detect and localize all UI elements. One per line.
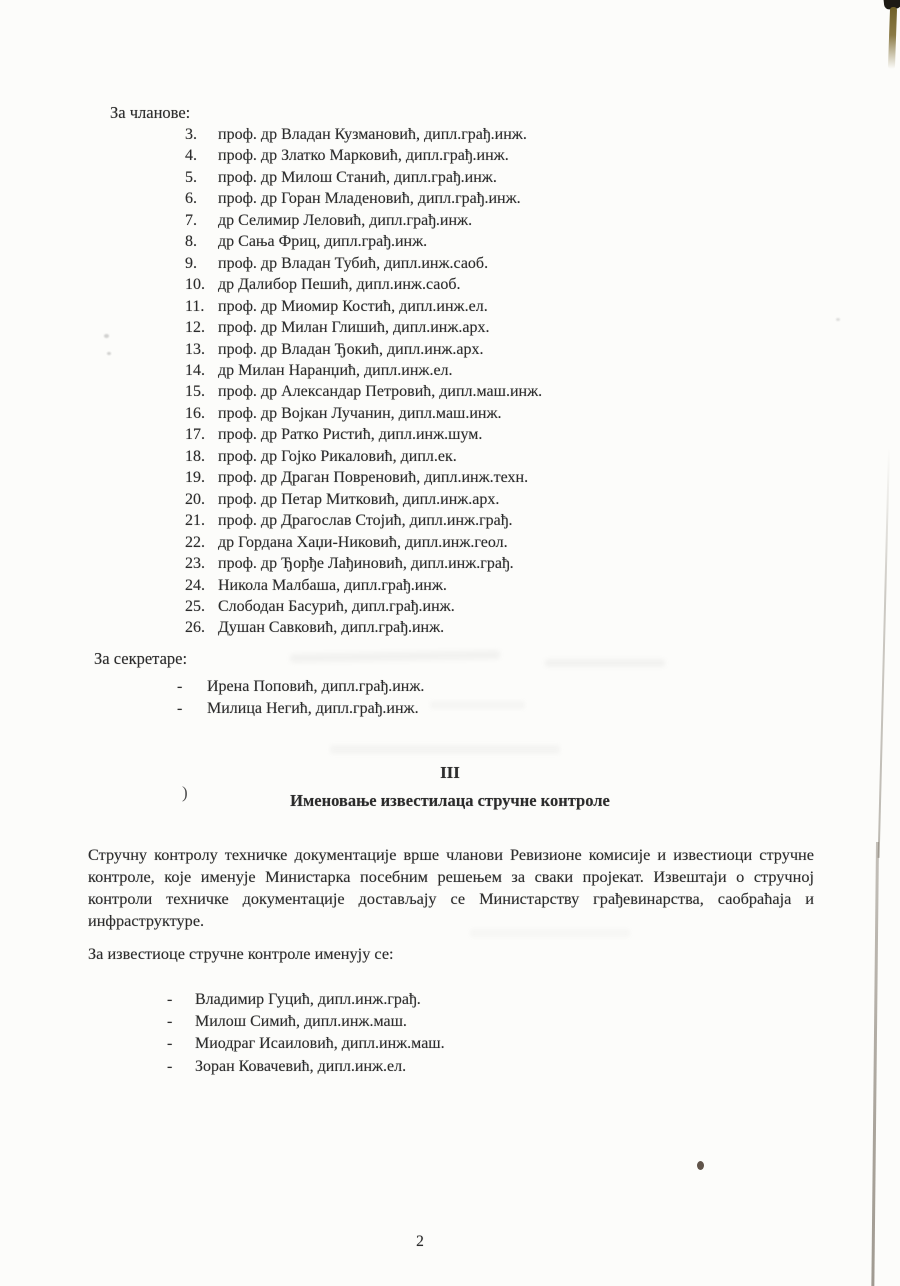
member-list-item bbox=[185, 167, 825, 188]
member-list-item bbox=[185, 339, 825, 360]
member-list-item bbox=[185, 553, 825, 574]
member-number: 9. bbox=[185, 254, 197, 272]
member-name: др Далибор Пешић, дипл.инж.саоб. bbox=[218, 276, 461, 294]
secretary-list-item bbox=[177, 676, 424, 698]
member-list-item bbox=[185, 296, 825, 317]
member-name: Никола Малбаша, дипл.грађ.инж. bbox=[218, 576, 447, 594]
member-name: проф. др Ђорђе Лађиновић, дипл.инж.грађ. bbox=[218, 555, 514, 573]
member-list-item bbox=[185, 617, 825, 638]
member-name: др Селимир Леловић, дипл.грађ.инж. bbox=[218, 211, 473, 229]
reviewer-list-item bbox=[167, 1011, 445, 1033]
member-name: Душан Савковић, дипл.грађ.инж. bbox=[218, 619, 445, 637]
stray-pen-mark: ) bbox=[182, 783, 188, 802]
member-name: проф. др Драган Повреновић, дипл.инж.техн. bbox=[218, 469, 529, 487]
dash-bullet: - bbox=[167, 1013, 173, 1031]
reviewer-name: Милош Симић, дипл.инж.маш. bbox=[195, 1013, 407, 1031]
member-list-item bbox=[185, 210, 825, 231]
section-paragraph: Стручну контролу техничке документације врше чланови Ревизионе комисије и известиоци стручне контроле, које именује Министарка посебним решењем за сваки пројекат. Извештаји о стручној контроли техничке документације достављају се Министарству грађевинарства, саобраћаја и инфраструктуре. bbox=[88, 845, 814, 930]
member-list-item bbox=[185, 510, 825, 531]
member-name: др Гордана Хаџи-Никовић, дипл.инж.геол. bbox=[218, 533, 508, 551]
members-list bbox=[185, 124, 825, 639]
bleedthrough-smudge bbox=[545, 659, 665, 667]
member-list-item bbox=[185, 532, 825, 553]
member-list-item bbox=[185, 467, 825, 488]
member-number: 24. bbox=[185, 576, 205, 594]
bleedthrough-smudge bbox=[290, 650, 500, 663]
dash-bullet: - bbox=[167, 1035, 173, 1053]
reviewer-list-item bbox=[167, 1056, 445, 1078]
scan-speck bbox=[836, 318, 840, 321]
member-number: 16. bbox=[185, 404, 205, 422]
member-number: 15. bbox=[185, 383, 205, 401]
member-name: др Сања Фриц, дипл.грађ.инж. bbox=[218, 233, 428, 251]
member-number: 7. bbox=[185, 211, 197, 229]
member-number: 8. bbox=[185, 233, 197, 251]
member-number: 4. bbox=[185, 147, 197, 165]
member-list-item bbox=[185, 317, 825, 338]
dash-bullet: - bbox=[167, 991, 173, 1008]
member-number: 21. bbox=[185, 512, 205, 530]
member-list-item bbox=[185, 446, 825, 467]
member-list-item bbox=[185, 403, 825, 424]
member-number: 19. bbox=[185, 469, 205, 487]
member-name: проф. др Златко Марковић, дипл.грађ.инж. bbox=[218, 147, 509, 165]
section-number: III bbox=[440, 763, 460, 782]
member-number: 6. bbox=[185, 190, 197, 208]
secretary-list-item bbox=[177, 698, 424, 720]
member-name: проф. др Милош Станић, дипл.грађ.инж. bbox=[218, 168, 497, 186]
dash-bullet: - bbox=[177, 678, 183, 695]
member-name: Слободан Басурић, дипл.грађ.инж. bbox=[218, 597, 455, 615]
reviewer-name: Миодраг Исаиловић, дипл.инж.маш. bbox=[195, 1035, 445, 1053]
member-list-item bbox=[185, 274, 825, 295]
member-number: 11. bbox=[185, 297, 205, 315]
secretaries-list bbox=[177, 676, 424, 720]
page-number: 2 bbox=[416, 1233, 424, 1250]
reviewers-list bbox=[167, 989, 445, 1078]
member-number: 5. bbox=[185, 168, 197, 186]
member-number: 18. bbox=[185, 447, 205, 465]
member-list-item bbox=[185, 253, 825, 274]
member-list-item bbox=[185, 424, 825, 445]
member-name: проф. др Петар Митковић, дипл.инж.арх. bbox=[218, 490, 500, 508]
member-list-item bbox=[185, 489, 825, 510]
reviewer-name: Зоран Ковачевић, дипл.инж.ел. bbox=[195, 1057, 407, 1075]
member-number: 22. bbox=[185, 533, 205, 551]
member-list-item bbox=[185, 575, 825, 596]
dash-bullet: - bbox=[177, 700, 183, 717]
member-number: 17. bbox=[185, 426, 205, 444]
scan-speck bbox=[107, 352, 111, 355]
dash-bullet: - bbox=[167, 1057, 173, 1075]
member-name: проф. др Миомир Костић, дипл.инж.ел. bbox=[218, 297, 488, 315]
reviewer-list-item bbox=[167, 989, 445, 1011]
section-title: Именовање известилаца стручне контроле bbox=[290, 791, 610, 810]
secretary-name: Ирена Поповић, дипл.грађ.инж. bbox=[207, 678, 425, 695]
secretaries-section-label: За секретаре: bbox=[94, 649, 188, 668]
reviewers-intro: За известиоце стручне контроле именују се: bbox=[88, 944, 394, 963]
member-list-item bbox=[185, 360, 825, 381]
bleedthrough-smudge bbox=[330, 745, 560, 754]
member-name: проф. др Владан Ђокић, дипл.инж.арх. bbox=[218, 340, 484, 358]
member-name: проф. др Александар Петровић, дипл.маш.инж. bbox=[218, 383, 543, 401]
member-number: 23. bbox=[185, 555, 205, 573]
paper-edge-line-lower bbox=[871, 842, 878, 1286]
member-name: проф. др Горан Младеновић, дипл.грађ.инж. bbox=[218, 190, 521, 208]
member-list-item bbox=[185, 231, 825, 252]
member-list-item bbox=[185, 145, 825, 166]
member-name: проф. др Милан Глишић, дипл.инж.арх. bbox=[218, 319, 490, 337]
member-number: 3. bbox=[185, 126, 197, 143]
member-list-item bbox=[185, 596, 825, 617]
member-name: проф. др Гојко Рикаловић, дипл.ек. bbox=[218, 447, 457, 465]
scan-corner-streak bbox=[888, 7, 897, 69]
reviewer-name: Владимир Гуцић, дипл.инж.грађ. bbox=[195, 991, 421, 1008]
member-list-item bbox=[185, 124, 825, 145]
member-list-item bbox=[185, 188, 825, 209]
member-name: проф. др Ратко Ристић, дипл.инж.шум. bbox=[218, 426, 483, 444]
member-number: 25. bbox=[185, 597, 205, 615]
members-section-label: За чланове: bbox=[110, 103, 191, 122]
member-number: 13. bbox=[185, 340, 205, 358]
member-number: 10. bbox=[185, 276, 205, 294]
member-name: проф. др Војкан Лучанин, дипл.маш.инж. bbox=[218, 404, 502, 422]
bleedthrough-smudge bbox=[430, 701, 525, 709]
scan-speck bbox=[104, 334, 109, 338]
ink-dot-artifact bbox=[697, 1161, 704, 1170]
member-name: проф. др Владан Тубић, дипл.инж.саоб. bbox=[218, 254, 489, 272]
member-number: 26. bbox=[185, 619, 205, 637]
scan-corner-blob bbox=[883, 0, 900, 10]
member-name: др Милан Наранџић, дипл.инж.ел. bbox=[218, 361, 453, 379]
member-number: 14. bbox=[185, 361, 205, 379]
secretary-name: Милица Негић, дипл.грађ.инж. bbox=[207, 700, 419, 717]
reviewer-list-item bbox=[167, 1033, 445, 1055]
member-name: проф. др Драгослав Стојић, дипл.инж.грађ. bbox=[218, 512, 513, 530]
member-number: 12. bbox=[185, 319, 205, 337]
paper-edge-line-upper bbox=[878, 448, 890, 858]
member-list-item bbox=[185, 381, 825, 402]
member-number: 20. bbox=[185, 490, 205, 508]
member-name: проф. др Владан Кузмановић, дипл.грађ.инж. bbox=[218, 126, 527, 143]
